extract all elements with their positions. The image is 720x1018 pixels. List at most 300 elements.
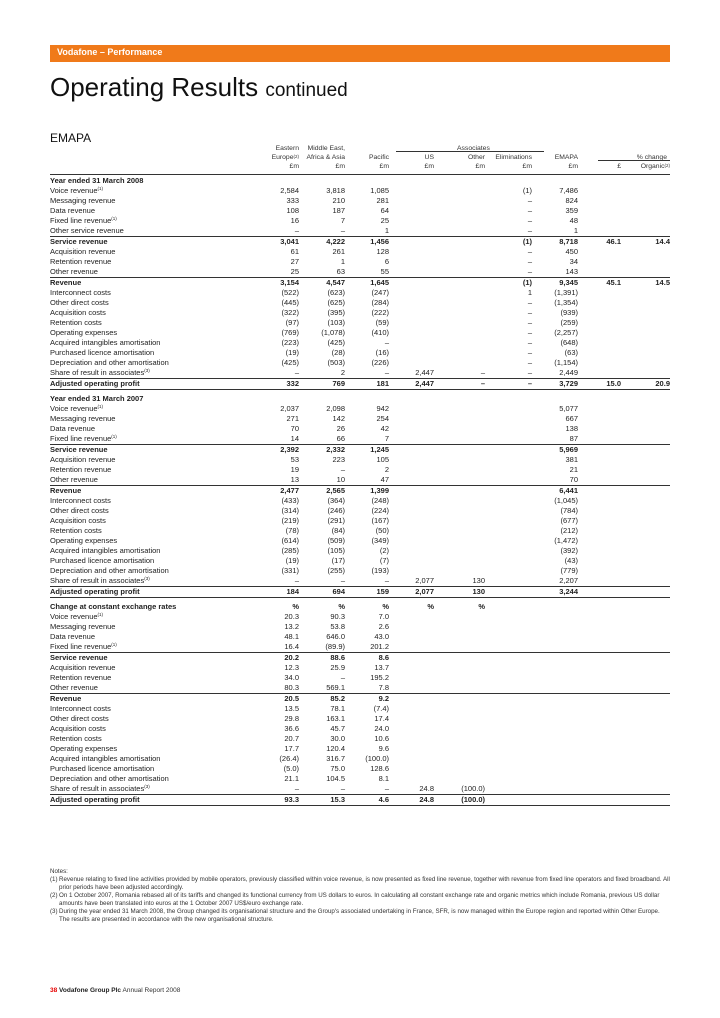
- table-row: [50, 794, 670, 806]
- cell-eastern-europe: (614): [281, 536, 299, 545]
- cell-pacific: 1,456: [370, 237, 389, 246]
- cell-mea: 2,332: [326, 445, 345, 454]
- cell-eliminations: –: [527, 247, 532, 256]
- cell-mea: 646.0: [326, 632, 345, 641]
- cell-emapa: (1,154): [554, 358, 578, 367]
- cell-mea: 104.5: [326, 774, 345, 783]
- cell-emapa: 5,969: [559, 445, 578, 454]
- row-label: Voice revenue$^{(1)}$: [50, 186, 104, 195]
- cell-mea: –: [340, 465, 345, 474]
- cell-pacific: (7.4): [373, 704, 389, 713]
- cell-emapa: (2,257): [554, 328, 578, 337]
- row-label: Retention revenue: [50, 257, 112, 266]
- cell-eastern-europe: (322): [281, 308, 299, 317]
- table-row: [50, 724, 670, 734]
- row-label: Retention revenue: [50, 673, 112, 682]
- cell-pacific: 2.6: [378, 622, 389, 631]
- row-label: Adjusted operating profit: [50, 795, 140, 804]
- cell-emapa: (392): [560, 546, 578, 555]
- cell-pacific: –: [384, 784, 389, 793]
- table-row: [50, 546, 670, 556]
- cell-emapa: 9,345: [559, 278, 578, 287]
- table-row: [50, 496, 670, 506]
- cell-eastern-europe: 20.2: [284, 653, 299, 662]
- table-row: [50, 704, 670, 714]
- cell-emapa: (1,354): [554, 298, 578, 307]
- cell-emapa: 143: [565, 267, 578, 276]
- cell-emapa: 21: [569, 465, 578, 474]
- table-row: [50, 714, 670, 724]
- row-label: Interconnect costs: [50, 288, 111, 297]
- cell-mea: 30.0: [330, 734, 345, 743]
- cell-eastern-europe: 332: [286, 379, 299, 388]
- cell-eliminations: –: [527, 379, 532, 388]
- row-label: Share of result in associates$^{(3)}$: [50, 784, 150, 793]
- cell-pacific: (222): [371, 308, 389, 317]
- table-row: [50, 663, 670, 673]
- col-other: Other: [468, 154, 485, 161]
- page-title-continued: continued: [265, 80, 348, 101]
- cell-mea: 2: [340, 368, 345, 377]
- cell-emapa: 2,207: [559, 576, 578, 585]
- cell-pacific: 43.0: [374, 632, 389, 641]
- row-label: Fixed line revenue$^{(1)}$: [50, 642, 117, 651]
- cell-eastern-europe: (433): [281, 496, 299, 505]
- page-footer: [50, 987, 180, 994]
- row-label: Purchased licence amortisation: [50, 348, 155, 357]
- cell-mea: 316.7: [326, 754, 345, 763]
- table-row: [50, 586, 670, 598]
- cell-mea: (291): [327, 516, 345, 525]
- table-row: [50, 358, 670, 368]
- row-label: Share of result in associates$^{(3)}$: [50, 368, 150, 377]
- cell-pacific: (100.0): [365, 754, 389, 763]
- cell-mea: (17): [331, 556, 345, 565]
- cell-mea: 694: [332, 587, 345, 596]
- cell-eastern-europe: 25: [290, 267, 299, 276]
- cell-mea: 88.6: [330, 653, 345, 662]
- cell-eastern-europe: (425): [281, 358, 299, 367]
- cell-pacific: (410): [371, 328, 389, 337]
- cell-mea: (364): [327, 496, 345, 505]
- cell-eliminations: –: [527, 226, 532, 235]
- table-row: [50, 196, 670, 206]
- row-label: Retention costs: [50, 734, 102, 743]
- cell-pacific: 1: [384, 226, 389, 235]
- row-label: Acquired intangibles amortisation: [50, 338, 161, 347]
- col-eastern-europe-unit: £m: [289, 163, 299, 170]
- cell-eastern-europe: (331): [281, 566, 299, 575]
- cell-mea: (89.9): [325, 642, 345, 651]
- cell-pacific: 1,399: [370, 486, 389, 495]
- cell-eastern-europe: 13.5: [284, 704, 299, 713]
- cell-pacific: 201.2: [370, 642, 389, 651]
- cell-pacific: 2: [384, 465, 389, 474]
- cell-eastern-europe: 70: [290, 424, 299, 433]
- cell-mea: 569.1: [326, 683, 345, 692]
- cell-pacific: –: [384, 368, 389, 377]
- table-row: [50, 764, 670, 774]
- col-emapa: EMAPA: [554, 154, 578, 161]
- cell-eastern-europe: (5.0): [283, 764, 299, 773]
- cell-mea: (103): [327, 318, 345, 327]
- cell-mea: 163.1: [326, 714, 345, 723]
- row-label: Other direct costs: [50, 714, 109, 723]
- table-row: [50, 308, 670, 318]
- cell-mea: (623): [327, 288, 345, 297]
- row-label: Acquisition revenue: [50, 663, 116, 672]
- cell-eastern-europe: –: [294, 368, 299, 377]
- cell-emapa: (784): [560, 506, 578, 515]
- col-emapa-unit: £m: [568, 163, 578, 170]
- cell-eliminations: –: [527, 267, 532, 276]
- cell-pacific: 25: [380, 216, 389, 225]
- table-row: [50, 673, 670, 683]
- cell-eastern-europe: 2,037: [280, 404, 299, 413]
- cell-eastern-europe: 2,584: [280, 186, 299, 195]
- cell-pacific: 6: [384, 257, 389, 266]
- cell-eastern-europe: 34.0: [284, 673, 299, 682]
- row-label: Other direct costs: [50, 506, 109, 515]
- cell-eliminations: –: [527, 318, 532, 327]
- cell-other: –: [480, 379, 485, 388]
- cell-pacific: (7): [379, 556, 389, 565]
- col-pacific: Pacific: [368, 154, 389, 161]
- cell-emapa: (939): [560, 308, 578, 317]
- cell-pacific: 159: [376, 587, 389, 596]
- cell-eastern-europe: (769): [281, 328, 299, 337]
- table-row: [50, 652, 670, 663]
- col-eastern-europe-line2: Europe$^{(2)}$: [271, 154, 299, 161]
- cell-emapa: 138: [565, 424, 578, 433]
- table-row: [50, 734, 670, 744]
- table-row: [50, 485, 670, 496]
- table-row: [50, 516, 670, 526]
- cell-mea: 85.2: [330, 694, 345, 703]
- cell-emapa: 7,486: [559, 186, 578, 195]
- row-label: Data revenue: [50, 632, 96, 641]
- table-row: [50, 338, 670, 348]
- cell-pacific: 9.2: [378, 694, 389, 703]
- cell-pacific: 942: [376, 404, 389, 413]
- section-header-band: [50, 45, 670, 62]
- cell-mea: (625): [327, 298, 345, 307]
- col-us: US: [424, 154, 434, 161]
- cell-emapa: 824: [565, 196, 578, 205]
- cell-eastern-europe: (19): [285, 348, 299, 357]
- row-label: Other revenue: [50, 267, 98, 276]
- cell-mea: 4,222: [326, 237, 345, 246]
- cell-emapa: (779): [560, 566, 578, 575]
- footer-company: Vodafone Group Plc: [59, 987, 122, 994]
- row-label: Revenue: [50, 278, 82, 287]
- cell-pct-change-organic: 14.5: [655, 278, 670, 287]
- row-label: Share of result in associates$^{(3)}$: [50, 576, 150, 585]
- cell-emapa: 359: [565, 206, 578, 215]
- table-row: [50, 642, 670, 652]
- cell-pacific: (247): [371, 288, 389, 297]
- col-eastern-europe-line1: Eastern: [275, 145, 299, 152]
- cell-eastern-europe: (219): [281, 516, 299, 525]
- cell-eastern-europe: %: [292, 602, 299, 611]
- table-row: [50, 176, 670, 186]
- col-organic: Organic$^{(2)}$: [640, 163, 670, 170]
- cell-mea: 2,098: [326, 404, 345, 413]
- cell-pct-change-reported: 15.0: [606, 379, 621, 388]
- cell-pacific: 4.6: [378, 795, 389, 804]
- table-row: [50, 247, 670, 257]
- cell-mea: –: [340, 784, 345, 793]
- table-row: [50, 576, 670, 586]
- cell-mea: (1,078): [321, 328, 345, 337]
- cell-pacific: 1,645: [370, 278, 389, 287]
- cell-emapa: 450: [565, 247, 578, 256]
- cell-mea: (105): [327, 546, 345, 555]
- cell-eastern-europe: 93.3: [284, 795, 299, 804]
- page-number: 38: [50, 987, 58, 994]
- cell-mea: 45.7: [330, 724, 345, 733]
- page-title-main: Operating Results: [50, 72, 259, 102]
- row-label: Service revenue: [50, 445, 108, 454]
- cell-eastern-europe: 12.3: [284, 663, 299, 672]
- cell-pct-change-reported: 46.1: [606, 237, 621, 246]
- cell-eastern-europe: 2,392: [280, 445, 299, 454]
- cell-emapa: (1,391): [554, 288, 578, 297]
- table-row: [50, 526, 670, 536]
- table-row: [50, 536, 670, 546]
- emapa-table: [50, 176, 670, 806]
- table-row: [50, 744, 670, 754]
- table-row: [50, 328, 670, 338]
- cell-pacific: 281: [376, 196, 389, 205]
- cell-eastern-europe: (314): [281, 506, 299, 515]
- row-label: Depreciation and other amortisation: [50, 358, 169, 367]
- note-item: (3) During the year ended 31 March 2008, the Group changed its organisational structure and the Group's associated undertaking in France, SFR, is now managed within the Europe region and reported within Other Europe. The results are presented in accordance with the new organisational structure.: [50, 908, 660, 923]
- cell-eliminations: –: [527, 196, 532, 205]
- cell-mea: 15.3: [330, 795, 345, 804]
- cell-mea: (503): [327, 358, 345, 367]
- cell-pacific: (167): [371, 516, 389, 525]
- cell-mea: (425): [327, 338, 345, 347]
- cell-eliminations: –: [527, 358, 532, 367]
- cell-eastern-europe: 20.7: [284, 734, 299, 743]
- cell-pacific: 1,245: [370, 445, 389, 454]
- cell-pacific: 7.0: [378, 612, 389, 621]
- cell-emapa: 48: [569, 216, 578, 225]
- cell-emapa: (63): [564, 348, 578, 357]
- cell-emapa: (259): [560, 318, 578, 327]
- row-label: Revenue: [50, 694, 82, 703]
- table-row: [50, 378, 670, 390]
- section-header-text: Vodafone – Performance: [57, 47, 163, 57]
- cell-eliminations: –: [527, 368, 532, 377]
- cell-emapa: 6,441: [559, 486, 578, 495]
- cell-emapa: 34: [569, 257, 578, 266]
- cell-mea: 90.3: [330, 612, 345, 621]
- cell-pacific: (349): [371, 536, 389, 545]
- note-item: (2) On 1 October 2007, Romania rebased all of its tariffs and changed its functional currency from US dollars to euros. In calculating all constant exchange rate and organic metrics which include Romania, previous US dollar amounts have been translated into euros at the 1 October 2007 US$/euro exchange rate.: [50, 892, 660, 907]
- row-label: Other service revenue: [50, 226, 124, 235]
- cell-pacific: 105: [376, 455, 389, 464]
- row-label: Acquisition revenue: [50, 247, 116, 256]
- cell-pacific: 10.6: [374, 734, 389, 743]
- cell-pacific: (248): [371, 496, 389, 505]
- row-label: Acquisition revenue: [50, 455, 116, 464]
- cell-mea: 10: [336, 475, 345, 484]
- cell-pacific: 42: [380, 424, 389, 433]
- cell-eastern-europe: –: [294, 226, 299, 235]
- table-row: [50, 602, 670, 612]
- table-row: [50, 566, 670, 576]
- cell-mea: 78.1: [330, 704, 345, 713]
- row-label: Other revenue: [50, 683, 98, 692]
- cell-mea: %: [338, 602, 345, 611]
- row-label: Purchased licence amortisation: [50, 556, 155, 565]
- cell-emapa: 5,077: [559, 404, 578, 413]
- col-other-unit: £m: [475, 163, 485, 170]
- cell-emapa: 87: [569, 434, 578, 443]
- cell-eastern-europe: 61: [290, 247, 299, 256]
- cell-emapa: (1,045): [554, 496, 578, 505]
- row-label: Retention costs: [50, 526, 102, 535]
- header-bottom-rule: [50, 174, 670, 175]
- cell-us: 24.8: [419, 795, 434, 804]
- table-row: [50, 612, 670, 622]
- cell-eastern-europe: 2,477: [280, 486, 299, 495]
- cell-eliminations: –: [527, 298, 532, 307]
- cell-mea: (28): [331, 348, 345, 357]
- cell-us: %: [427, 602, 434, 611]
- cell-mea: (84): [331, 526, 345, 535]
- table-row: [50, 348, 670, 358]
- cell-mea: 210: [332, 196, 345, 205]
- table-row: [50, 257, 670, 267]
- table-row: [50, 288, 670, 298]
- table-row: [50, 475, 670, 485]
- table-row: [50, 424, 670, 434]
- cell-emapa: 8,718: [559, 237, 578, 246]
- table-row: [50, 298, 670, 308]
- row-label: Year ended 31 March 2008: [50, 176, 144, 185]
- row-label: Acquisition costs: [50, 724, 106, 733]
- table-row: [50, 622, 670, 632]
- cell-eastern-europe: (26.4): [279, 754, 299, 763]
- cell-pacific: 55: [380, 267, 389, 276]
- cell-mea: (395): [327, 308, 345, 317]
- cell-emapa: (43): [564, 556, 578, 565]
- cell-pacific: 7.8: [378, 683, 389, 692]
- cell-other: 130: [472, 576, 485, 585]
- row-label: Voice revenue$^{(1)}$: [50, 404, 104, 413]
- cell-pct-change-organic: 20.9: [655, 379, 670, 388]
- cell-pacific: (2): [379, 546, 389, 555]
- cell-mea: –: [340, 226, 345, 235]
- table-row: [50, 754, 670, 764]
- table-row: [50, 455, 670, 465]
- cell-eliminations: 1: [527, 288, 532, 297]
- row-label: Adjusted operating profit: [50, 587, 140, 596]
- cell-eastern-europe: 3,041: [280, 237, 299, 246]
- cell-mea: 63: [336, 267, 345, 276]
- row-label: Other revenue: [50, 475, 98, 484]
- table-row: [50, 216, 670, 226]
- cell-pct-change-reported: 45.1: [606, 278, 621, 287]
- cell-eastern-europe: 17.7: [284, 744, 299, 753]
- cell-pacific: –: [384, 576, 389, 585]
- cell-eastern-europe: (285): [281, 546, 299, 555]
- cell-us: 2,077: [415, 587, 434, 596]
- cell-eastern-europe: 20.3: [284, 612, 299, 621]
- cell-us: 2,447: [415, 379, 434, 388]
- cell-us: 2,077: [415, 576, 434, 585]
- cell-mea: 769: [332, 379, 345, 388]
- cell-pacific: (59): [375, 318, 389, 327]
- row-label: Service revenue: [50, 237, 108, 246]
- col-mea-line2: Africa & Asia: [306, 154, 345, 161]
- cell-eastern-europe: 13: [290, 475, 299, 484]
- row-label: Data revenue: [50, 424, 96, 433]
- table-row: [50, 404, 670, 414]
- col-pct-change: % change: [636, 154, 667, 161]
- row-label: Operating expenses: [50, 536, 118, 545]
- cell-eastern-europe: 19: [290, 465, 299, 474]
- table-row: [50, 506, 670, 516]
- cell-mea: –: [340, 576, 345, 585]
- cell-emapa: 2,449: [559, 368, 578, 377]
- cell-eastern-europe: 53: [290, 455, 299, 464]
- cell-eastern-europe: 21.1: [284, 774, 299, 783]
- col-pacific-unit: £m: [379, 163, 389, 170]
- cell-mea: 75.0: [330, 764, 345, 773]
- cell-eastern-europe: 29.8: [284, 714, 299, 723]
- table-row: [50, 368, 670, 378]
- cell-pacific: %: [382, 602, 389, 611]
- cell-pacific: 1,085: [370, 186, 389, 195]
- cell-eastern-europe: (19): [285, 556, 299, 565]
- cell-us: 2,447: [415, 368, 434, 377]
- row-label: Interconnect costs: [50, 704, 111, 713]
- col-mea-line1: Middle East,: [307, 145, 345, 152]
- cell-pacific: (226): [371, 358, 389, 367]
- row-label: Operating expenses: [50, 328, 118, 337]
- cell-pacific: 9.6: [378, 744, 389, 753]
- row-label: Other direct costs: [50, 298, 109, 307]
- cell-pacific: 254: [376, 414, 389, 423]
- cell-mea: 120.4: [326, 744, 345, 753]
- cell-eliminations: –: [527, 328, 532, 337]
- cell-eastern-europe: 48.1: [284, 632, 299, 641]
- cell-emapa: 1: [573, 226, 578, 235]
- cell-eastern-europe: 3,154: [280, 278, 299, 287]
- cell-mea: 4,547: [326, 278, 345, 287]
- cell-emapa: (212): [560, 526, 578, 535]
- table-row: [50, 394, 670, 404]
- table-row: [50, 414, 670, 424]
- cell-eastern-europe: (78): [285, 526, 299, 535]
- cell-eliminations: –: [527, 216, 532, 225]
- table-row: [50, 683, 670, 693]
- cell-us: 24.8: [419, 784, 434, 793]
- col-mea-unit: £m: [335, 163, 345, 170]
- cell-eastern-europe: 14: [290, 434, 299, 443]
- cell-pacific: 17.4: [374, 714, 389, 723]
- cell-mea: 25.9: [330, 663, 345, 672]
- cell-eastern-europe: 27: [290, 257, 299, 266]
- row-label: Depreciation and other amortisation: [50, 774, 169, 783]
- table-row: [50, 206, 670, 216]
- cell-pacific: 47: [380, 475, 389, 484]
- associates-group-label: Associates: [457, 145, 490, 152]
